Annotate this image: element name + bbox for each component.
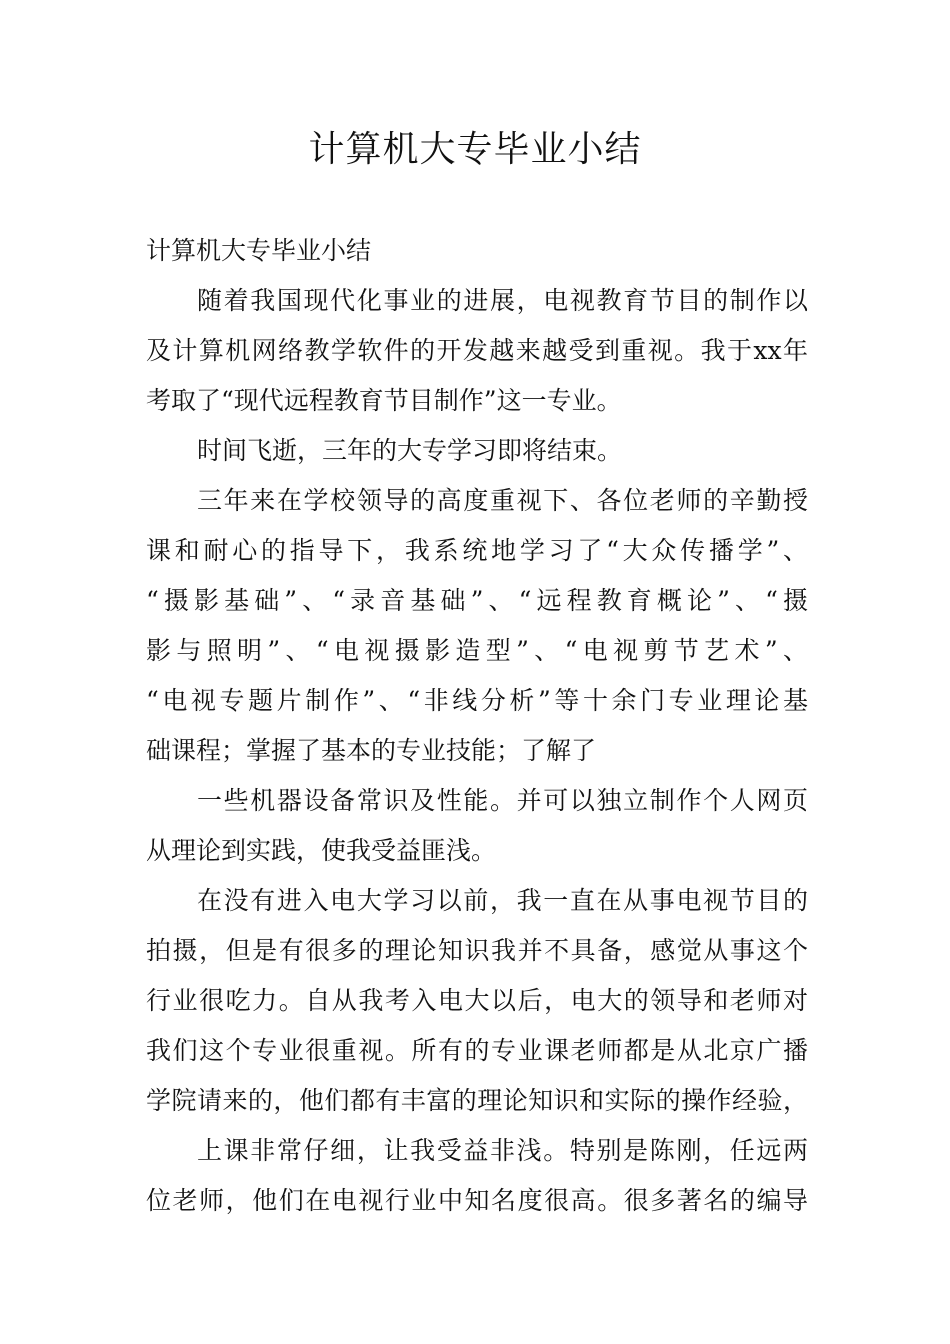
text-line: 随着我国现代化事业的进展，电视教育节目的制作以	[197, 286, 808, 315]
text-line: 行业很吃力。自从我考入电大以后，电大的领导和老师对	[146, 986, 808, 1015]
text-line: 学院请来的，他们都有丰富的理论知识和实际的操作经验，	[146, 1086, 808, 1115]
text-line: 位老师，他们在电视行业中知名度很高。很多著名的编导	[146, 1186, 808, 1215]
text-line: 从理论到实践，使我受益匪浅。	[146, 836, 497, 865]
text-line: 课和耐心的指导下，我系统地学习了“大众传播学”、	[146, 536, 808, 565]
text-line: 时间飞逝，三年的大专学习即将结束。	[197, 436, 623, 465]
text-line: 及计算机网络教学软件的开发越来越受到重视。我于xx年	[146, 336, 808, 365]
text-line: 上课非常仔细，让我受益非浅。特别是陈刚，任远两	[197, 1136, 808, 1165]
text-line: 我们这个专业很重视。所有的专业课老师都是从北京广播	[146, 1036, 808, 1065]
text-line: 拍摄，但是有很多的理论知识我并不具备，感觉从事这个	[146, 936, 808, 965]
text-line: 三年来在学校领导的高度重视下、各位老师的辛勤授	[197, 486, 808, 515]
text-line: 考取了“现代远程教育节目制作”这一专业。	[146, 386, 622, 415]
text-line: 影与照明”、“电视摄影造型”、“电视剪节艺术”、	[146, 636, 808, 665]
text-line: “电视专题片制作”、“非线分析”等十余门专业理论基	[146, 686, 808, 715]
document-body	[146, 226, 808, 1226]
document-title: 计算机大专毕业小结	[308, 129, 642, 170]
text-line: 一些机器设备常识及性能。并可以独立制作个人网页	[197, 786, 808, 815]
text-line: 础课程；掌握了基本的专业技能；了解了	[146, 736, 597, 765]
text-line: “摄影基础”、“录音基础”、“远程教育概论”、“摄	[146, 586, 808, 615]
text-line: 在没有进入电大学习以前，我一直在从事电视节目的	[197, 886, 808, 915]
text-line: 计算机大专毕业小结	[146, 236, 372, 265]
